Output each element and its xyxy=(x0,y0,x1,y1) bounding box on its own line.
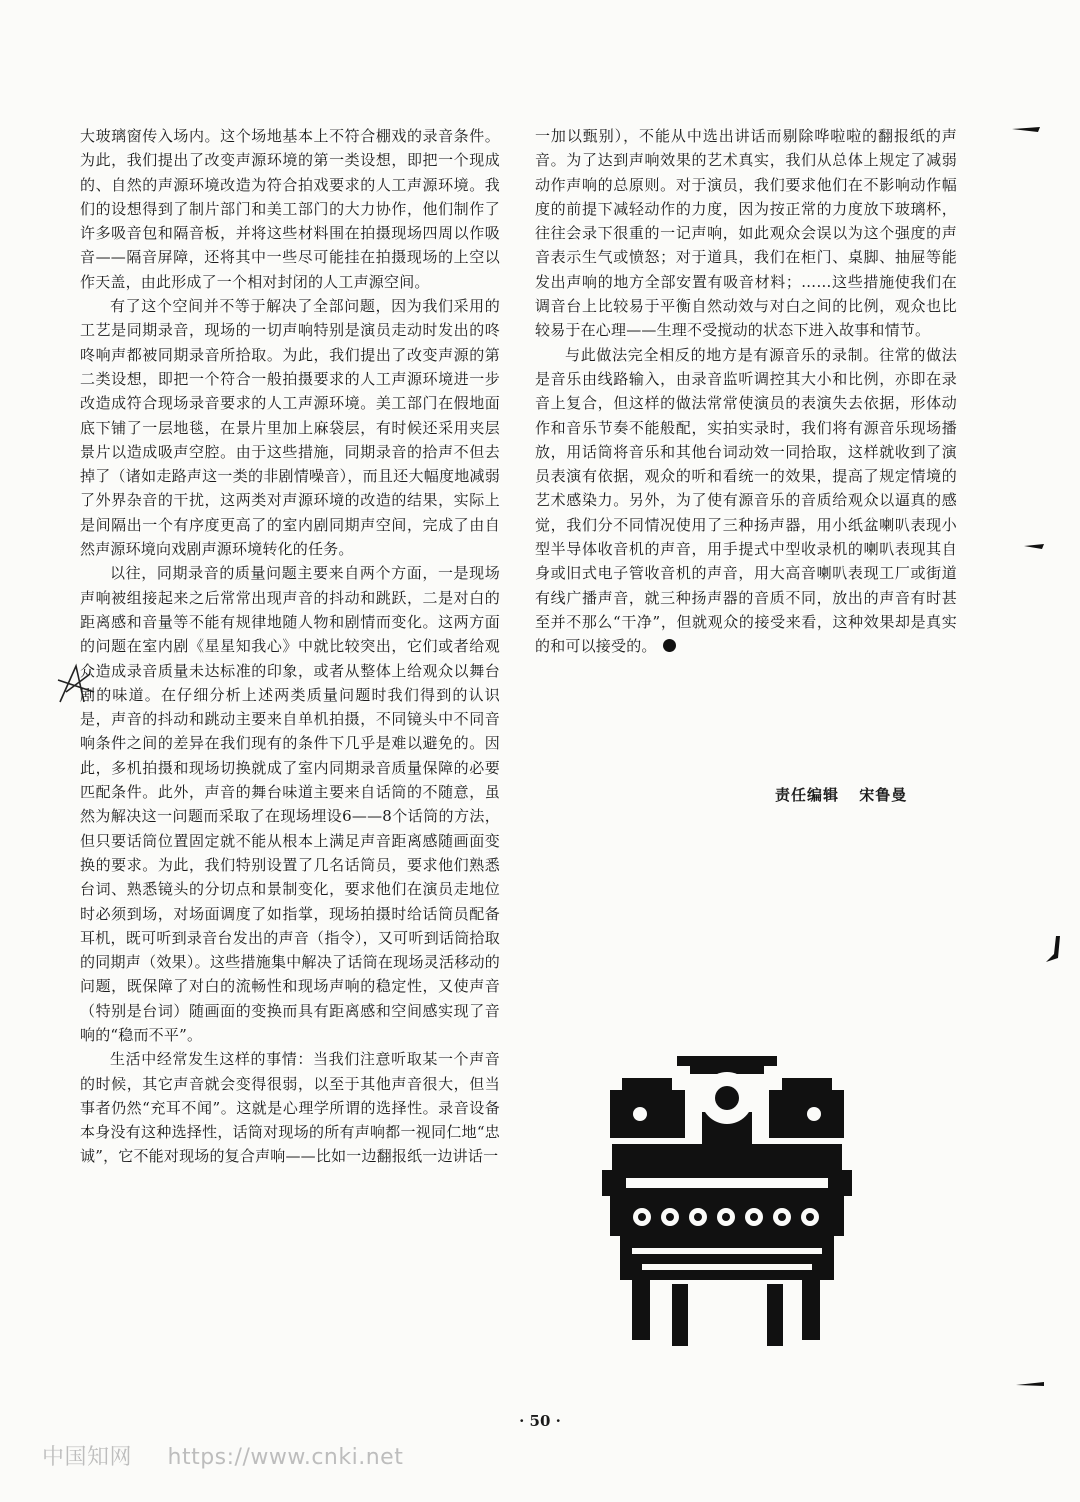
left-paragraph-3: 以往，同期录音的质量问题主要来自两个方面，一是现场声响被组接起来之后常常出现声音的抖动和跳跃，二是对白的距离感和音量等不能有规律地随人物和剧情而变化。这两方面的问题在室内剧《星星知我心》中就比较突出，它们或者给观众造成录音质量未达标准的印象，或者从整体上给观众以舞台剧的味道。在仔细分析上述两类质量问题时我们得到的认识是，声音的抖动和跳动主要来自单机拍摄，不同镜头中不同音响条件之间的差异在我们现有的条件下几乎是难以避免的。因此，多机拍摄和现场切换就成了室内同期录音质量保障的必要匹配条件。此外，声音的舞台味道主要来自话筒的不随意，虽然为解决这一问题而采取了在现场埋设6——8个话筒的方法，但只要话筒位置固定就不能从根本上满足声音距离感随画面变换的要求。为此，我们特别设置了几名话筒员，要求他们熟悉台词、熟悉镜头的分切点和景制变化，要求他们在演员走地位时必须到场，对场面调度了如指掌，现场拍摄时给话筒员配备耳机，既可听到录音台发出的声音（指令），又可听到话筒拾取的同期声（效果）。这些措施集中解决了话筒在现场灵活移动的问题，既保障了对白的流畅性和现场声响的稳定性，又使声音（特别是台词）随画面的变换而具有距离感和空间感实现了音响的“稳而不平”。 xyxy=(80,564,500,1044)
editor-credit xyxy=(775,784,921,805)
right-paragraph-1: 一加以甄别），不能从中选出讲话而剔除哗啦啦的翻报纸的声音。为了达到声响效果的艺术真实，我们从总体上规定了减弱动作声响的总原则。对于演员，我们要求他们在不影响动作幅度的前提下减轻动作的力度，因为按正常的力度放下玻璃杯，往往会录下很重的一记声响，如此观众会误以为这个强度的声音表示生气或愤怒；对于道具，我们在柜门、桌脚、抽屉等能发出声响的地方全部安置有吸音材料；……这些措施使我们在调音台上比较易于平衡自然动效与对白之间的比例，观众也比较易于在心理——生理不受搅动的状态下进入故事和情节。 xyxy=(535,127,957,340)
scan-speck-icon xyxy=(1046,936,1062,964)
end-bullet-icon xyxy=(663,639,676,652)
handwritten-mark-icon xyxy=(54,662,100,706)
bronze-vessel-illustration xyxy=(602,1052,852,1352)
right-column xyxy=(535,124,957,659)
scan-speck-icon xyxy=(1012,124,1040,134)
left-column xyxy=(80,124,500,1169)
editor-label: 责任编辑 xyxy=(775,786,840,804)
scan-speck-icon xyxy=(1016,1380,1044,1388)
right-paragraph-2 xyxy=(535,343,957,659)
left-paragraph-4: 生活中经常发生这样的事情：当我们注意听取某一个声音的时候，其它声音就会变得很弱，以至于其他声音很大，但当事者仍然“充耳不闻”。这就是心理学所谓的选择性。录音设备本身没有这种选择性，话筒对现场的所有声响都一视同仁地“忠诚”，它不能对现场的复合声响——比如一边翻报纸一边讲话一 xyxy=(80,1050,500,1166)
watermark-url: https://www.cnki.net xyxy=(167,1445,404,1470)
right-paragraph-2-text: 与此做法完全相反的地方是有源音乐的录制。往常的做法是音乐由线路输入，由录音监听调控其大小和比例，亦即在录音上复合，但这样的做法常常使演员的表演失去依据，形体动作和音乐节奏不能般配，实拍实录时，我们将有源音乐现场播放，用话筒将音乐和其他台词动效一同拾取，这样就收到了演员表演有依据，观众的听和看统一的效果，提高了规定情境的艺术感染力。另外，为了使有源音乐的音质给观众以逼真的感觉，我们分不同情况使用了三种扬声器，用小纸盆喇叭表现小型半导体收音机的声音，用手提式中型收录机的喇叭表现其自身或旧式电子管收音机的声音，用大高音喇叭表现工厂或街道有线广播声音，就三种扬声器的音质不同，放出的声音有时甚至并不那么“干净”，但就观众的接受来看，这种效果却是真实的和可以接受的。 xyxy=(535,345,957,656)
page-number: · 50 · xyxy=(519,1412,561,1430)
left-paragraph-1: 大玻璃窗传入场内。这个场地基本上不符合棚戏的录音条件。为此，我们提出了改变声源环境的第一类设想，即把一个现成的、自然的声源环境改造为符合拍戏要求的人工声源环境。我们的设想得到了制片部门和美工部门的大力协作，他们制作了许多吸音包和隔音板，并将这些材料围在拍摄现场四周以作吸音——隔音屏障，还将其中一些尽可能挂在拍摄现场的上空以作天盖，由此形成了一个相对封闭的人工声源空间。 xyxy=(80,127,500,291)
watermark xyxy=(42,1440,403,1471)
scan-speck-icon xyxy=(1024,542,1044,550)
editor-name: 宋鲁曼 xyxy=(859,786,908,804)
watermark-site-name: 中国知网 xyxy=(42,1445,133,1470)
left-paragraph-2: 有了这个空间并不等于解决了全部问题，因为我们采用的工艺是同期录音，现场的一切声响特别是演员走动时发出的咚咚响声都被同期录音所拾取。为此，我们提出了改变声源的第二类设想，即把一个符合一般拍摄要求的人工声源环境进一步改造成符合现场录音要求的人工声源环境。美工部门在假地面底下铺了一层地毯，在景片里加上麻袋层，有时候还采用夹层景片以造成吸声空腔。由于这些措施，同期录音的拾声不但去掉了（诸如走路声这一类的非剧情噪音），而且还大幅度地减弱了外界杂音的干扰，这两类对声源环境的改造的结果，实际上是间隔出一个有序度更高了的室内剧同期声空间，完成了由自然声源环境向戏剧声源环境转化的任务。 xyxy=(80,297,500,559)
